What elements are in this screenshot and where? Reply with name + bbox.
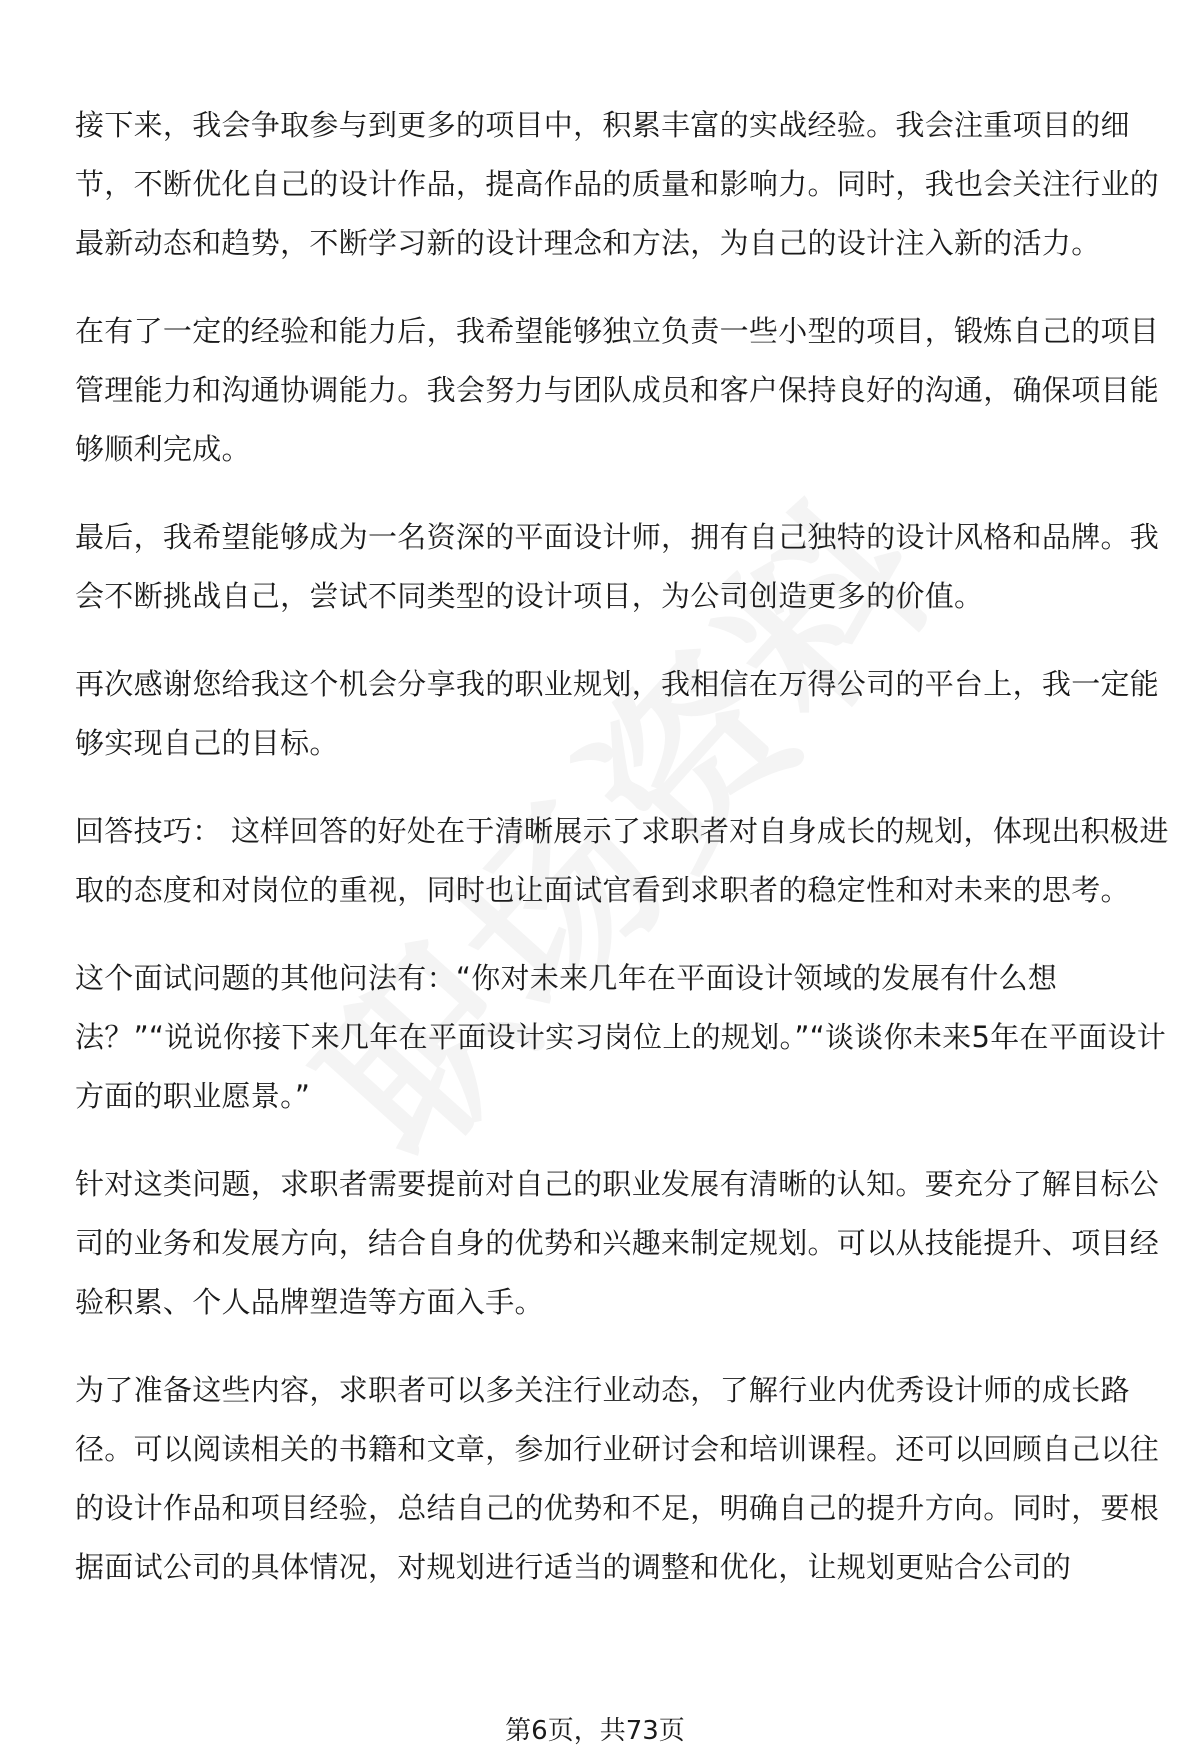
paragraph-6: 这个面试问题的其他问法有：“你对未来几年在平面设计领域的发展有什么想法？”“说说你接下来几年在平面设计实习岗位上的规划。”“谈谈你未来5年在平面设计方面的职业愿景。” — [75, 961, 1167, 1113]
paragraph-5: 回答技巧： 这样回答的好处在于清晰展示了求职者对自身成长的规划，体现出积极进取的态度和对岗位的重视，同时也让面试官看到求职者的稳定性和对未来的思考。 — [75, 814, 1169, 907]
paragraph-3: 最后，我希望能够成为一名资深的平面设计师，拥有自己独特的设计风格和品牌。我会不断挑战自己，尝试不同类型的设计项目，为公司创造更多的价值。 — [75, 520, 1160, 613]
paragraph-2: 在有了一定的经验和能力后，我希望能够独立负责一些小型的项目，锻炼自己的项目管理能力和沟通协调能力。我会努力与团队成员和客户保持良好的沟通，确保项目能够顺利完成。 — [75, 314, 1160, 466]
page-number: 第6页，共73页 — [505, 1716, 685, 1746]
paragraph-8: 为了准备这些内容，求职者可以多关注行业动态，了解行业内优秀设计师的成长路径。可以阅读相关的书籍和文章，参加行业研讨会和培训课程。还可以回顾自己以往的设计作品和项目经验，总结自己的优势和不足，明确自己的提升方向。同时，要根据面试公司的具体情况，对规划进行适当的调整和优化，让规划更贴合公司的 — [75, 1373, 1160, 1584]
paragraph-1: 接下来，我会争取参与到更多的项目中，积累丰富的实战经验。我会注重项目的细节，不断优化自己的设计作品，提高作品的质量和影响力。同时，我也会关注行业的最新动态和趋势，不断学习新的设计理念和方法，为自己的设计注入新的活力。 — [75, 108, 1160, 260]
paragraph-7: 针对这类问题，求职者需要提前对自己的职业发展有清晰的认知。要充分了解目标公司的业务和发展方向，结合自身的优势和兴趣来制定规划。可以从技能提升、项目经验积累、个人品牌塑造等方面入手。 — [75, 1167, 1160, 1319]
document-body — [75, 96, 1170, 1626]
paragraph-4: 再次感谢您给我这个机会分享我的职业规划，我相信在万得公司的平台上，我一定能够实现自己的目标。 — [75, 667, 1160, 760]
